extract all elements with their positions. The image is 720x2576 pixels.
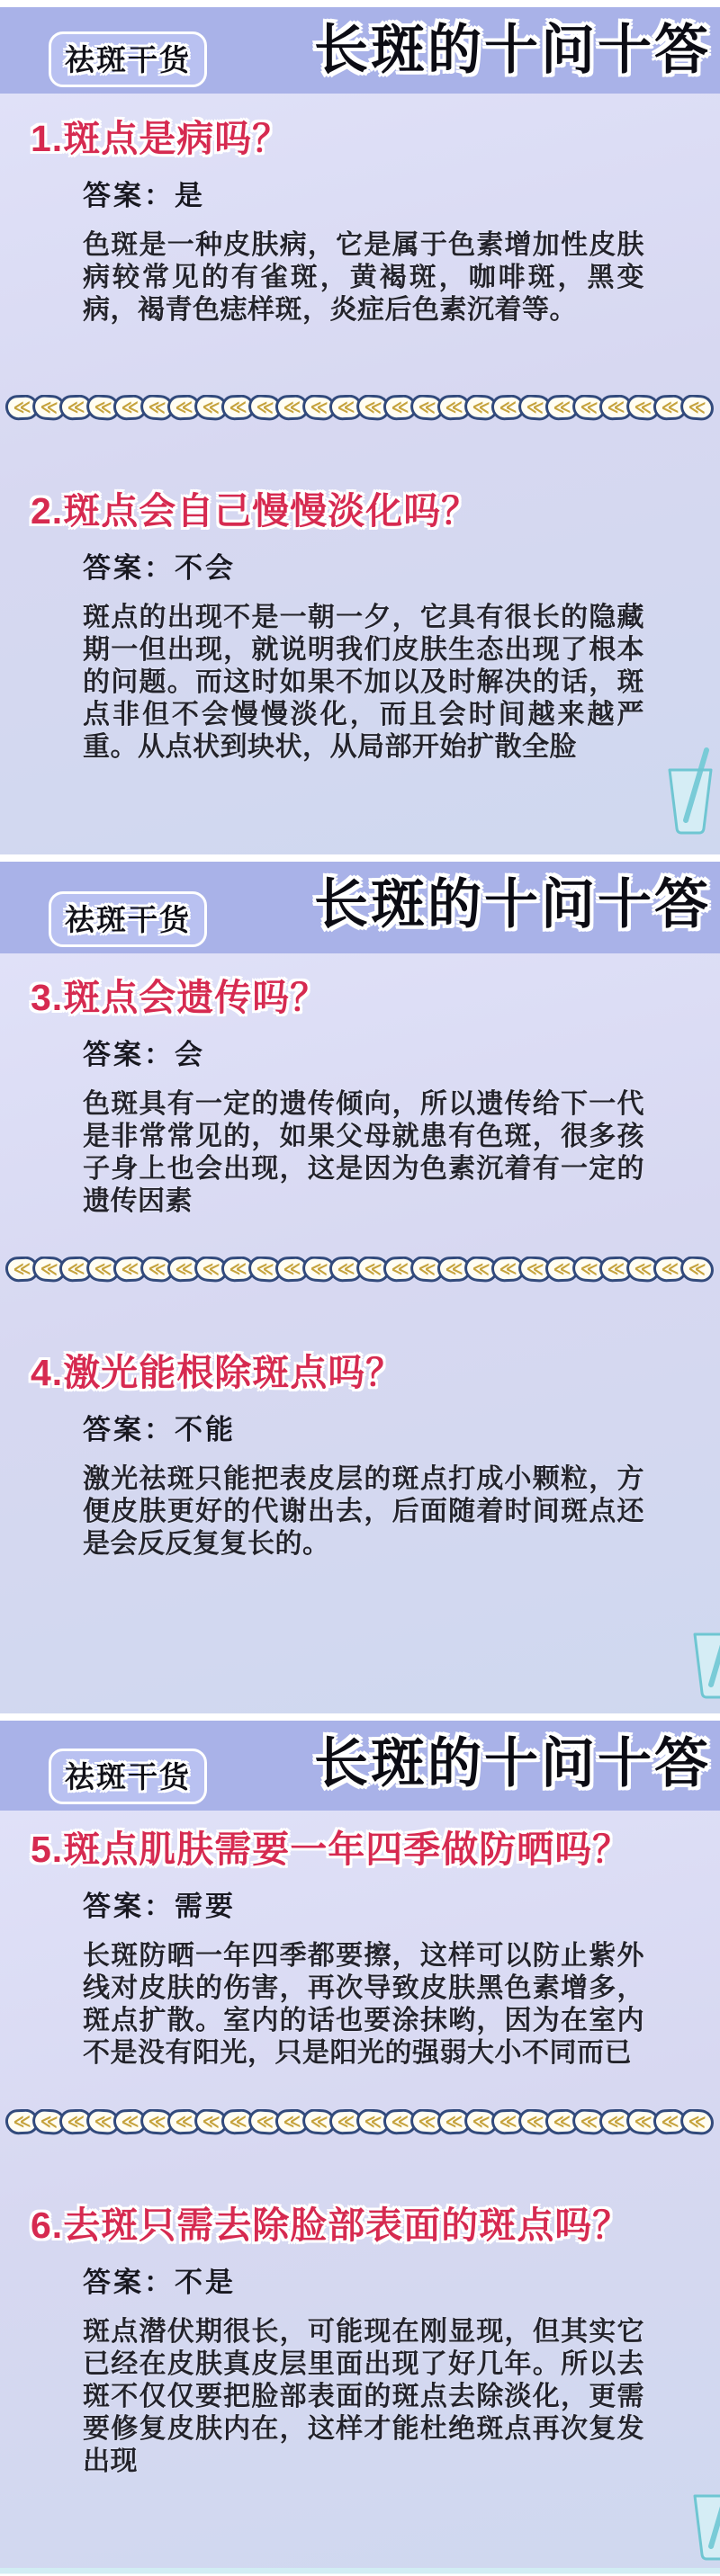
page-title: 长斑的十问十答 bbox=[314, 874, 711, 935]
question-3: 3.斑点会遗传吗？ bbox=[31, 977, 328, 1018]
rope-chip-icon: ≪ bbox=[5, 1257, 40, 1283]
question-2: 2.斑点会自己慢慢淡化吗？ bbox=[31, 490, 480, 532]
rope-chip-icon: ≪ bbox=[544, 1257, 579, 1283]
rope-chip-icon: ≪ bbox=[220, 395, 255, 421]
rope-chip-icon: ≪ bbox=[32, 395, 67, 421]
rope-chip-icon: ≪ bbox=[410, 2109, 445, 2135]
answer-1-explanation: 色斑是一种皮肤病，它是属于色素增加性皮肤病较常见的有雀斑，黄褐斑，咖啡斑，黑变病，褐青色痣样斑，炎症后色素沉着等。 bbox=[83, 230, 644, 325]
rope-chip-icon: ≪ bbox=[274, 2109, 309, 2135]
rope-chip-icon: ≪ bbox=[140, 1257, 175, 1283]
section-gap bbox=[0, 0, 720, 7]
rope-chip-icon: ≪ bbox=[32, 2109, 67, 2135]
rope-chip-icon: ≪ bbox=[5, 395, 40, 421]
rope-chip-icon: ≪ bbox=[58, 395, 93, 421]
bottom-edge-strip bbox=[0, 2568, 720, 2576]
rope-chip-icon: ≪ bbox=[194, 1257, 229, 1283]
rope-chip-icon: ≪ bbox=[652, 2109, 687, 2135]
rope-chip-icon: ≪ bbox=[572, 395, 607, 421]
section-3-content bbox=[0, 1811, 720, 2576]
rope-chip-icon: ≪ bbox=[166, 1257, 201, 1283]
answer-3: 答案：会 bbox=[83, 1039, 205, 1070]
rope-chip-icon: ≪ bbox=[86, 395, 121, 421]
rope-chip-icon: ≪ bbox=[166, 395, 201, 421]
rope-chip-icon: ≪ bbox=[490, 395, 525, 421]
rope-chip-icon: ≪ bbox=[436, 395, 471, 421]
rope-chip-icon: ≪ bbox=[518, 2109, 553, 2135]
rope-chip-icon: ≪ bbox=[328, 395, 363, 421]
rope-chip-icon: ≪ bbox=[86, 2109, 121, 2135]
drink-cup-icon bbox=[688, 2473, 720, 2563]
rope-chip-icon: ≪ bbox=[112, 1257, 147, 1283]
rope-chip-icon: ≪ bbox=[356, 2109, 391, 2135]
answer-3-explanation: 色斑具有一定的遗传倾向，所以遗传给下一代是非常常见的，如果父母就患有色斑，很多孩子身上也会出现，这是因为色素沉着有一定的遗传因素 bbox=[83, 1089, 644, 1216]
section-1-header bbox=[0, 7, 720, 94]
answer-2-explanation: 斑点的出现不是一朝一夕，它具有很长的隐藏期一但出现，就说明我们皮肤生态出现了根本的问题。而这时如果不加以及时解决的话，斑点非但不会慢慢淡化，而且会时间越来越严重。从点状到块状，从局部开始扩散全脸 bbox=[83, 603, 644, 762]
rope-chip-icon: ≪ bbox=[302, 1257, 337, 1283]
rope-chip-icon: ≪ bbox=[328, 2109, 363, 2135]
rope-chip-icon: ≪ bbox=[544, 2109, 579, 2135]
rope-chip-icon: ≪ bbox=[680, 1257, 715, 1283]
rope-chip-icon: ≪ bbox=[112, 2109, 147, 2135]
section-1-content bbox=[0, 94, 720, 854]
rope-chip-icon: ≪ bbox=[194, 2109, 229, 2135]
rope-chip-icon: ≪ bbox=[410, 1257, 445, 1283]
rope-chip-icon: ≪ bbox=[356, 395, 391, 421]
rope-chip-icon: ≪ bbox=[274, 1257, 309, 1283]
rope-chip-icon: ≪ bbox=[410, 395, 445, 421]
rope-chip-icon: ≪ bbox=[58, 2109, 93, 2135]
rope-chip-icon: ≪ bbox=[382, 2109, 417, 2135]
rope-chip-icon: ≪ bbox=[490, 2109, 525, 2135]
answer-5-explanation: 长斑防晒一年四季都要擦，这样可以防止紫外线对皮肤的伤害，再次导致皮肤黑色素增多，斑点扩散。室内的话也要涂抹哟，因为在室内不是没有阳光，只是阳光的强弱大小不同而已 bbox=[83, 1941, 644, 2068]
rope-divider-icon bbox=[5, 395, 715, 424]
rope-chip-icon: ≪ bbox=[220, 2109, 255, 2135]
rope-chip-icon: ≪ bbox=[652, 395, 687, 421]
rope-chip-icon: ≪ bbox=[274, 395, 309, 421]
rope-chip-icon: ≪ bbox=[194, 395, 229, 421]
question-4: 4.激光能根除斑点吗？ bbox=[31, 1352, 404, 1393]
answer-4-explanation: 激光祛斑只能把表皮层的斑点打成小颗粒，方便皮肤更好的代谢出去，后面随着时间斑点还是会反反复复长的。 bbox=[83, 1464, 644, 1559]
category-badge: 祛斑干货 bbox=[49, 891, 207, 947]
rope-chip-icon: ≪ bbox=[166, 2109, 201, 2135]
rope-chip-icon: ≪ bbox=[248, 395, 283, 421]
rope-chip-icon: ≪ bbox=[86, 1257, 121, 1283]
answer-1: 答案：是 bbox=[83, 180, 205, 211]
rope-chip-icon: ≪ bbox=[518, 1257, 553, 1283]
category-badge: 祛斑干货 bbox=[49, 31, 207, 87]
category-badge: 祛斑干货 bbox=[49, 1749, 207, 1804]
section-2-content bbox=[0, 953, 720, 1713]
rope-chip-icon: ≪ bbox=[464, 2109, 499, 2135]
rope-chip-icon: ≪ bbox=[32, 1257, 67, 1283]
drink-cup-icon bbox=[688, 1611, 720, 1701]
section-3-header bbox=[0, 1721, 720, 1811]
rope-chip-icon: ≪ bbox=[5, 2109, 40, 2135]
section-gap bbox=[0, 1713, 720, 1721]
question-5: 5.斑点肌肤需要一年四季做防晒吗？ bbox=[31, 1829, 631, 1870]
rope-chip-icon: ≪ bbox=[328, 1257, 363, 1283]
rope-chip-icon: ≪ bbox=[140, 395, 175, 421]
rope-chip-icon: ≪ bbox=[680, 2109, 715, 2135]
rope-chip-icon: ≪ bbox=[518, 395, 553, 421]
answer-4: 答案：不能 bbox=[83, 1414, 236, 1445]
rope-chip-icon: ≪ bbox=[464, 1257, 499, 1283]
rope-divider-icon bbox=[5, 1257, 715, 1285]
rope-chip-icon: ≪ bbox=[490, 1257, 525, 1283]
page-title: 长斑的十问十答 bbox=[314, 1733, 711, 1793]
answer-2: 答案：不会 bbox=[83, 552, 236, 584]
rope-chip-icon: ≪ bbox=[598, 1257, 633, 1283]
rope-chip-icon: ≪ bbox=[382, 395, 417, 421]
rope-chip-icon: ≪ bbox=[112, 395, 147, 421]
rope-chip-icon: ≪ bbox=[626, 2109, 661, 2135]
rope-chip-icon: ≪ bbox=[302, 2109, 337, 2135]
rope-chip-icon: ≪ bbox=[436, 2109, 471, 2135]
rope-chip-icon: ≪ bbox=[248, 1257, 283, 1283]
rope-chip-icon: ≪ bbox=[382, 1257, 417, 1283]
rope-chip-icon: ≪ bbox=[598, 395, 633, 421]
rope-chip-icon: ≪ bbox=[436, 1257, 471, 1283]
rope-chip-icon: ≪ bbox=[302, 395, 337, 421]
answer-5: 答案：需要 bbox=[83, 1891, 236, 1922]
rope-chip-icon: ≪ bbox=[140, 2109, 175, 2135]
rope-chip-icon: ≪ bbox=[464, 395, 499, 421]
rope-chip-icon: ≪ bbox=[626, 1257, 661, 1283]
rope-divider-icon bbox=[5, 2109, 715, 2138]
rope-chip-icon: ≪ bbox=[626, 395, 661, 421]
rope-chip-icon: ≪ bbox=[572, 1257, 607, 1283]
rope-chip-icon: ≪ bbox=[572, 2109, 607, 2135]
rope-chip-icon: ≪ bbox=[652, 1257, 687, 1283]
section-2-header bbox=[0, 862, 720, 953]
rope-chip-icon: ≪ bbox=[598, 2109, 633, 2135]
section-gap bbox=[0, 854, 720, 862]
question-1: 1.斑点是病吗？ bbox=[31, 118, 291, 159]
rope-chip-icon: ≪ bbox=[544, 395, 579, 421]
rope-chip-icon: ≪ bbox=[356, 1257, 391, 1283]
question-6: 6.去斑只需去除脸部表面的斑点吗？ bbox=[31, 2205, 631, 2246]
rope-chip-icon: ≪ bbox=[58, 1257, 93, 1283]
rope-chip-icon: ≪ bbox=[220, 1257, 255, 1283]
rope-chip-icon: ≪ bbox=[680, 395, 715, 421]
page-title: 长斑的十问十答 bbox=[314, 20, 711, 80]
answer-6-explanation: 斑点潜伏期很长，可能现在刚显现，但其实它已经在皮肤真皮层里面出现了好几年。所以去斑不仅仅要把脸部表面的斑点去除淡化，更需要修复皮肤内在，这样才能杜绝斑点再次复发出现 bbox=[83, 2317, 644, 2476]
answer-6: 答案：不是 bbox=[83, 2267, 236, 2298]
drink-cup-icon bbox=[662, 747, 718, 836]
rope-chip-icon: ≪ bbox=[248, 2109, 283, 2135]
